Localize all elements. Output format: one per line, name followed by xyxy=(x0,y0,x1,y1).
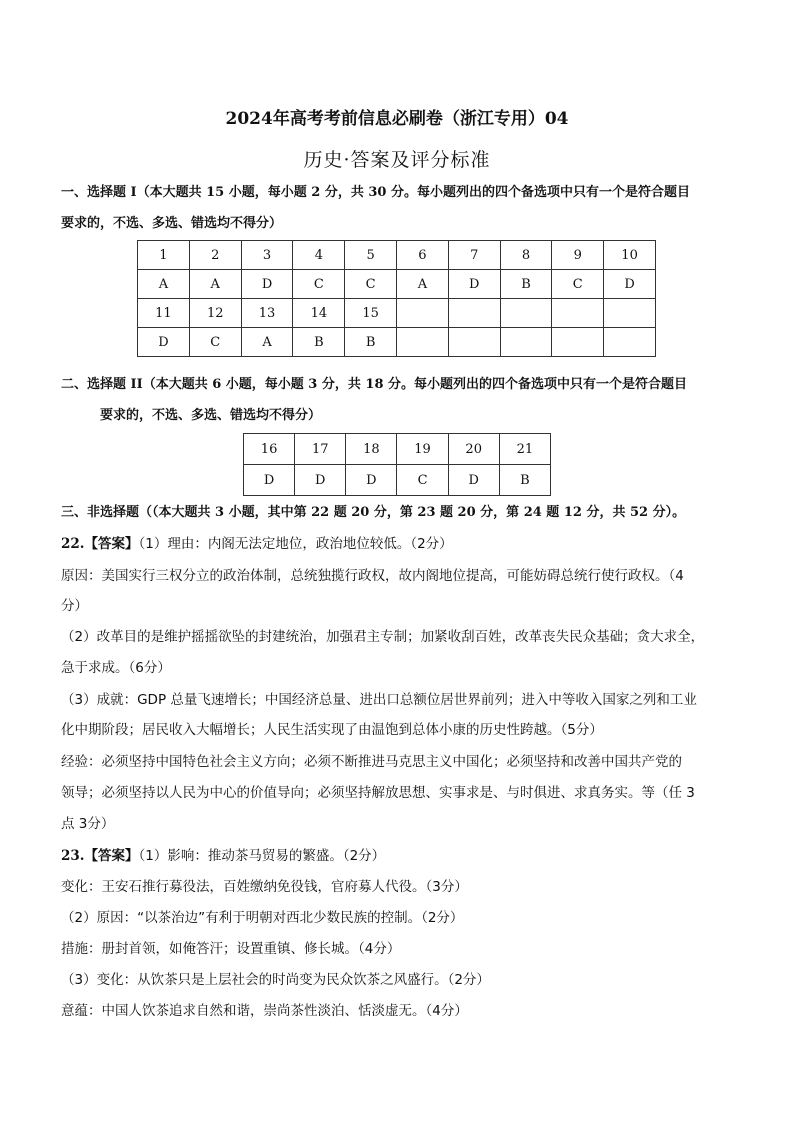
section1-table-cell: A xyxy=(241,328,293,357)
section2-table-cell: 20 xyxy=(448,434,499,465)
section1-table-cell: 10 xyxy=(604,241,656,270)
section1-table-cell: C xyxy=(552,270,604,299)
q22-line-1 xyxy=(61,534,741,554)
section1-table-cell xyxy=(552,299,604,328)
section2-table-cell: D xyxy=(448,465,499,496)
section1-table-cell: 5 xyxy=(345,241,397,270)
section2-answer-table xyxy=(243,433,551,496)
section1-answer-table xyxy=(137,240,656,357)
section1-table-cell: 12 xyxy=(189,299,241,328)
section2-table-cell: B xyxy=(499,465,550,496)
q22-line-3: 分） xyxy=(61,598,88,614)
section1-table-cell: 7 xyxy=(448,241,500,270)
section1-table-cell xyxy=(604,328,656,357)
q22-line-6: （3）成就：GDP 总量飞速增长；中国经济总量、进出口总额位居世界前列；进入中等收入国家之列和工业 xyxy=(61,692,697,708)
section1-table-cell xyxy=(448,328,500,357)
section1-table-cell xyxy=(448,299,500,328)
section2-table-cell: 19 xyxy=(397,434,448,465)
section1-table-cell: C xyxy=(189,328,241,357)
q22-line-2: 原因：美国实行三权分立的政治体制，总统独揽行政权，故内阁地位提高，可能妨碍总统行使行政权。（4 xyxy=(61,568,684,584)
section2-heading: 二、选择题 II（本大题共 6 小题，每小题 3 分，共 18 分。每小题列出的四个备选项中只有一个是符合题目 xyxy=(61,377,688,392)
section2-table-cell: D xyxy=(295,465,346,496)
q22-line-9: 领导；必须坚持以人民为中心的价值导向；必须坚持解放思想、实事求是、与时俱进、求真务实。等（任 3 xyxy=(61,785,695,801)
section1-table-cell xyxy=(604,299,656,328)
section1-table-row xyxy=(138,328,656,357)
section2-table-cell: D xyxy=(244,465,295,496)
section1-table-row xyxy=(138,299,656,328)
section1-table-cell xyxy=(397,299,449,328)
section2-table-row xyxy=(244,465,551,496)
section1-table-cell: 14 xyxy=(293,299,345,328)
section1-table-cell: A xyxy=(397,270,449,299)
section2-table-row xyxy=(244,434,551,465)
q22-label: 22.【答案】 xyxy=(61,536,139,552)
section1-table-cell xyxy=(500,299,552,328)
section1-table-cell: 9 xyxy=(552,241,604,270)
section1-table-cell xyxy=(500,328,552,357)
section1-table-cell: B xyxy=(500,270,552,299)
section1-table-cell: D xyxy=(604,270,656,299)
section1-table-cell: 2 xyxy=(189,241,241,270)
q23-line-4: 措施：册封首领，如俺答汗；设置重镇、修长城。（4分） xyxy=(61,941,401,957)
section1-table-cell: D xyxy=(448,270,500,299)
q23-line-3: （2）原因：“以茶治边”有利于明朝对西北少数民族的控制。（2分） xyxy=(61,910,464,926)
q22-line-5: 急于求成。（6分） xyxy=(61,660,171,676)
q23-line-5: （3）变化：从饮茶只是上层社会的时尚变为民众饮茶之风盛行。（2分） xyxy=(61,972,490,988)
q22-line-8: 经验：必须坚持中国特色社会主义方向；必须不断推进马克思主义中国化；必须坚持和改善中国共产党的 xyxy=(61,754,682,770)
q22-text-1: （1）理由：内阁无法定地位，政治地位较低。（2分） xyxy=(138,536,453,552)
section2-table-cell: 17 xyxy=(295,434,346,465)
section1-table-cell: 1 xyxy=(138,241,190,270)
section1-table-cell: 6 xyxy=(397,241,449,270)
q22-line-10: 点 3分） xyxy=(61,816,115,832)
section1-table-cell: A xyxy=(138,270,190,299)
section1-table-cell: C xyxy=(293,270,345,299)
section1-table-cell: B xyxy=(345,328,397,357)
section1-table-cell: 13 xyxy=(241,299,293,328)
q23-line-2: 变化：王安石推行募役法，百姓缴纳免役钱，官府募人代役。（3分） xyxy=(61,879,468,895)
section1-table-cell xyxy=(397,328,449,357)
section1-table-cell xyxy=(552,328,604,357)
section1-table-cell: 4 xyxy=(293,241,345,270)
section3-heading: 三、非选择题（（本大题共 3 小题，其中第 22 题 20 分，第 23 题 20 分，第 24 题 12 分，共 52 分）。 xyxy=(61,505,686,520)
section2-table-cell: 21 xyxy=(499,434,550,465)
section1-table-cell: 3 xyxy=(241,241,293,270)
section1-heading-cont: 要求的，不选、多选、错选均不得分） xyxy=(61,216,283,231)
q23-line-1 xyxy=(61,846,741,866)
section1-table-cell: 8 xyxy=(500,241,552,270)
section1-table-cell: B xyxy=(293,328,345,357)
section1-table-row xyxy=(138,270,656,299)
section1-table-cell: A xyxy=(189,270,241,299)
section2-table-cell: C xyxy=(397,465,448,496)
q22-line-4: （2）改革目的是维护摇摇欲坠的封建统治，加强君主专制；加紧收刮百姓，改革丧失民众基础；贪大求全， xyxy=(61,629,705,645)
section2-heading-cont: 要求的，不选、多选、错选均不得分） xyxy=(100,408,322,423)
document-subtitle: 历史·答案及评分标准 xyxy=(303,149,491,171)
document-title: 2024年高考考前信息必刷卷（浙江专用）04 xyxy=(225,109,569,129)
q22-line-7: 化中期阶段；居民收入大幅增长；人民生活实现了由温饱到总体小康的历史性跨越。（5分） xyxy=(61,722,603,738)
section2-table-cell: 18 xyxy=(346,434,397,465)
section1-table-cell: 15 xyxy=(345,299,397,328)
section1-table-row xyxy=(138,241,656,270)
q23-text-1: （1）影响：推动茶马贸易的繁盛。（2分） xyxy=(138,848,386,864)
section1-heading: 一、选择题 I（本大题共 15 小题，每小题 2 分，共 30 分。每小题列出的四个备选项中只有一个是符合题目 xyxy=(61,185,690,200)
q23-line-6: 意蕴：中国人饮茶追求自然和谐，崇尚茶性淡泊、恬淡虚无。（4分） xyxy=(61,1003,468,1019)
section1-table-cell: C xyxy=(345,270,397,299)
q23-label: 23.【答案】 xyxy=(61,848,139,864)
section2-table-cell: 16 xyxy=(244,434,295,465)
section1-table-cell: D xyxy=(138,328,190,357)
section1-table-cell: 11 xyxy=(138,299,190,328)
section2-table-cell: D xyxy=(346,465,397,496)
section1-table-cell: D xyxy=(241,270,293,299)
